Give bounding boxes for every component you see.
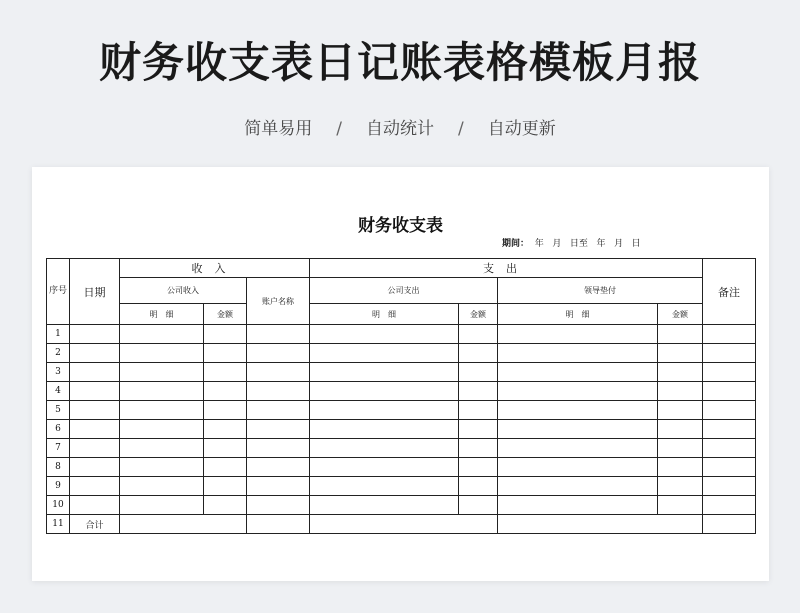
row-number: 5 [47, 401, 70, 420]
expense-detail-cell[interactable] [310, 477, 459, 496]
advance-detail-header: 明 细 [498, 304, 658, 325]
remark-header: 备注 [703, 259, 756, 325]
table-row [47, 477, 756, 496]
income-amount-cell[interactable] [204, 458, 247, 477]
advance-amount-cell[interactable] [658, 344, 703, 363]
account-name-cell[interactable] [247, 363, 310, 382]
income-detail-cell[interactable] [120, 477, 204, 496]
table-row [47, 363, 756, 382]
advance-detail-cell[interactable] [498, 325, 658, 344]
expense-detail-cell[interactable] [310, 420, 459, 439]
advance-amount-cell[interactable] [658, 477, 703, 496]
account-name-header: 账户名称 [247, 278, 310, 325]
advance-detail-cell[interactable] [498, 458, 658, 477]
date-cell[interactable] [70, 439, 120, 458]
income-detail-cell[interactable] [120, 458, 204, 477]
income-amount-cell[interactable] [204, 382, 247, 401]
feature-easy: 简单易用 [244, 119, 313, 139]
advance-detail-cell[interactable] [498, 382, 658, 401]
leader-advance-header: 领导垫付 [498, 278, 703, 304]
income-amount-cell[interactable] [204, 496, 247, 515]
feature-stats: 自动统计 [366, 119, 434, 139]
table-row [47, 344, 756, 363]
expense-amount-cell[interactable] [459, 382, 498, 401]
period-dates[interactable]: 年 月 日至 年 月 日 [529, 239, 641, 249]
advance-amount-header: 金额 [658, 304, 703, 325]
row-number: 1 [47, 325, 70, 344]
remark-cell[interactable] [703, 477, 756, 496]
remark-cell[interactable] [703, 401, 756, 420]
advance-detail-cell[interactable] [498, 401, 658, 420]
expense-header: 支出 [310, 259, 703, 278]
date-cell[interactable] [70, 382, 120, 401]
advance-detail-cell[interactable] [498, 420, 658, 439]
separator: / [458, 119, 464, 139]
row-number: 9 [47, 477, 70, 496]
expense-detail-cell[interactable] [310, 382, 459, 401]
date-cell[interactable] [70, 477, 120, 496]
feature-update: 自动更新 [487, 119, 556, 139]
table-row [47, 401, 756, 420]
income-detail-cell[interactable] [120, 401, 204, 420]
advance-amount-cell[interactable] [658, 439, 703, 458]
row-number: 3 [47, 363, 70, 382]
income-detail-cell[interactable] [120, 382, 204, 401]
account-name-cell[interactable] [247, 458, 310, 477]
account-name-cell[interactable] [247, 496, 310, 515]
date-cell[interactable] [70, 325, 120, 344]
date-cell[interactable] [70, 420, 120, 439]
remark-cell[interactable] [703, 458, 756, 477]
advance-amount-cell[interactable] [658, 382, 703, 401]
ledger-table [46, 258, 756, 534]
sheet-title: 财务收支表 [358, 216, 443, 236]
advance-total-cell[interactable] [498, 515, 703, 534]
expense-detail-header: 明 细 [310, 304, 459, 325]
table-row [47, 382, 756, 401]
date-cell[interactable] [70, 363, 120, 382]
total-row [47, 515, 756, 534]
account-total-cell[interactable] [247, 515, 310, 534]
expense-amount-cell[interactable] [459, 420, 498, 439]
expense-amount-cell[interactable] [459, 496, 498, 515]
expense-amount-cell[interactable] [459, 363, 498, 382]
expense-amount-cell[interactable] [459, 344, 498, 363]
remark-cell[interactable] [703, 325, 756, 344]
income-detail-cell[interactable] [120, 325, 204, 344]
table-row [47, 439, 756, 458]
advance-amount-cell[interactable] [658, 458, 703, 477]
expense-detail-cell[interactable] [310, 439, 459, 458]
feature-line [0, 114, 800, 139]
income-amount-cell[interactable] [204, 325, 247, 344]
table-row [47, 458, 756, 477]
income-detail-header: 明 细 [120, 304, 204, 325]
advance-detail-cell[interactable] [498, 477, 658, 496]
remark-cell[interactable] [703, 439, 756, 458]
income-amount-cell[interactable] [204, 363, 247, 382]
income-amount-cell[interactable] [204, 477, 247, 496]
separator: / [336, 119, 342, 139]
advance-detail-cell[interactable] [498, 496, 658, 515]
row-number: 10 [47, 496, 70, 515]
income-detail-cell[interactable] [120, 344, 204, 363]
expense-amount-cell[interactable] [459, 439, 498, 458]
remark-cell[interactable] [703, 420, 756, 439]
income-header: 收入 [120, 259, 310, 278]
expense-amount-cell[interactable] [459, 401, 498, 420]
account-name-cell[interactable] [247, 439, 310, 458]
income-total-cell[interactable] [120, 515, 247, 534]
remark-cell[interactable] [703, 363, 756, 382]
income-detail-cell[interactable] [120, 420, 204, 439]
income-detail-cell[interactable] [120, 496, 204, 515]
period-line [502, 236, 641, 249]
company-income-header: 公司收入 [120, 278, 247, 304]
advance-detail-cell[interactable] [498, 344, 658, 363]
remark-cell[interactable] [703, 344, 756, 363]
total-label: 合计 [70, 515, 120, 534]
advance-amount-cell[interactable] [658, 401, 703, 420]
seq-header: 序号 [47, 259, 70, 325]
advance-amount-cell[interactable] [658, 363, 703, 382]
advance-amount-cell[interactable] [658, 325, 703, 344]
period-label: 期间： [502, 239, 530, 249]
row-number: 6 [47, 420, 70, 439]
table-row [47, 420, 756, 439]
account-name-cell[interactable] [247, 325, 310, 344]
account-name-cell[interactable] [247, 420, 310, 439]
expense-detail-cell[interactable] [310, 344, 459, 363]
expense-detail-cell[interactable] [310, 496, 459, 515]
row-number: 7 [47, 439, 70, 458]
expense-amount-cell[interactable] [459, 325, 498, 344]
remark-total-cell[interactable] [703, 515, 756, 534]
date-header: 日期 [70, 259, 120, 325]
income-amount-header: 金额 [204, 304, 247, 325]
total-row-number: 11 [47, 515, 70, 534]
income-amount-cell[interactable] [204, 344, 247, 363]
income-detail-cell[interactable] [120, 439, 204, 458]
expense-amount-header: 金额 [459, 304, 498, 325]
expense-amount-cell[interactable] [459, 458, 498, 477]
account-name-cell[interactable] [247, 401, 310, 420]
expense-detail-cell[interactable] [310, 401, 459, 420]
ledger-sheet [32, 167, 769, 581]
income-amount-cell[interactable] [204, 439, 247, 458]
account-name-cell[interactable] [247, 477, 310, 496]
expense-detail-cell[interactable] [310, 325, 459, 344]
row-number: 2 [47, 344, 70, 363]
advance-detail-cell[interactable] [498, 439, 658, 458]
page-title: 财务收支表日记账表格模板月报 [98, 38, 701, 87]
date-cell[interactable] [70, 401, 120, 420]
expense-detail-cell[interactable] [310, 363, 459, 382]
remark-cell[interactable] [703, 382, 756, 401]
expense-detail-cell[interactable] [310, 458, 459, 477]
date-cell[interactable] [70, 496, 120, 515]
company-expense-header: 公司支出 [310, 278, 498, 304]
account-name-cell[interactable] [247, 344, 310, 363]
advance-detail-cell[interactable] [498, 363, 658, 382]
row-number: 4 [47, 382, 70, 401]
income-amount-cell[interactable] [204, 420, 247, 439]
remark-cell[interactable] [703, 496, 756, 515]
income-detail-cell[interactable] [120, 363, 204, 382]
account-name-cell[interactable] [247, 382, 310, 401]
expense-total-cell[interactable] [310, 515, 498, 534]
income-amount-cell[interactable] [204, 401, 247, 420]
advance-amount-cell[interactable] [658, 420, 703, 439]
expense-amount-cell[interactable] [459, 477, 498, 496]
row-number: 8 [47, 458, 70, 477]
date-cell[interactable] [70, 344, 120, 363]
date-cell[interactable] [70, 458, 120, 477]
table-row [47, 325, 756, 344]
advance-amount-cell[interactable] [658, 496, 703, 515]
table-row [47, 496, 756, 515]
